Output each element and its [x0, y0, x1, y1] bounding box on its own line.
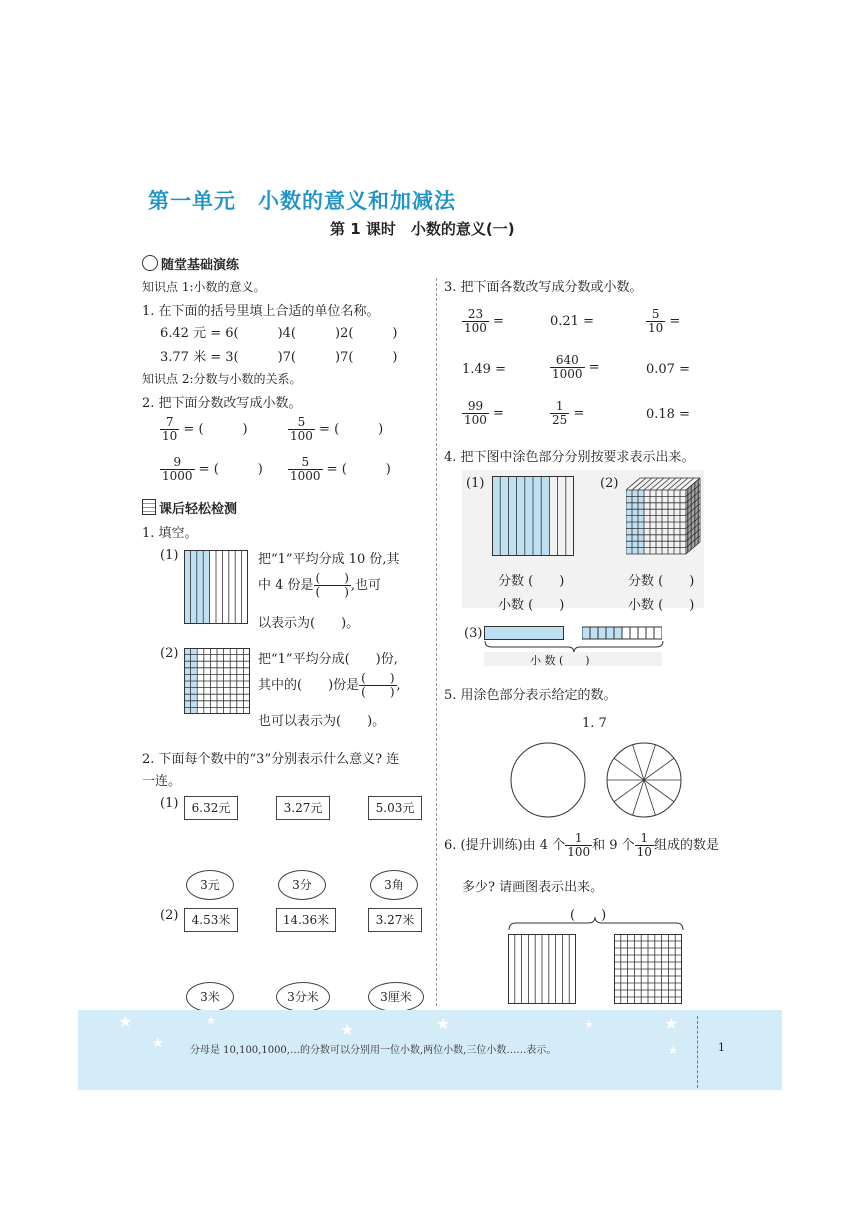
bar-shaded: [484, 626, 564, 640]
number-box[interactable]: 14.36米: [276, 908, 336, 932]
question-6: 6. (提升训练)由 4 个 $\frac{1}{100}$ 和 9 个 $\frac{1}{10}$ 组成的数是: [444, 831, 719, 859]
part-label: (2): [160, 646, 179, 661]
star-icon: ★: [584, 1018, 594, 1031]
unit-title: 第一单元 小数的意义和加减法: [148, 189, 456, 213]
number-box[interactable]: 6.32元: [184, 796, 238, 820]
star-icon: ★: [664, 1014, 679, 1033]
q3-item: $\frac{5}{10}$ =: [648, 307, 681, 335]
knowledge-point-1: 知识点 1:小数的意义。: [142, 280, 266, 294]
decimal-blank: 小数 ( ): [498, 598, 565, 613]
q1-line-a: 6.42 元 = 6( )4( )2( ): [160, 326, 398, 341]
q2-item: $\frac{5}{1000}$ = ( ): [290, 455, 391, 483]
calculator-icon: [142, 499, 156, 515]
hundred-grid: [614, 934, 682, 1004]
decimal-blank: 小 数 ( ): [530, 654, 590, 667]
link-question-2: 一连。: [142, 774, 182, 789]
question-1: 1. 在下面的括号里填上合适的单位名称。: [142, 304, 380, 319]
q1-line-b: 3.77 米 = 3( )7( )7( ): [160, 350, 398, 365]
star-icon: ★: [340, 1020, 355, 1039]
q3-item: 0.21 =: [550, 314, 594, 329]
star-icon: ★: [206, 1014, 216, 1027]
section-check: [142, 498, 237, 517]
q3-item: 0.07 =: [646, 362, 690, 377]
section-practice: [142, 254, 239, 273]
link-question: 2. 下面每个数中的“3”分别表示什么意义? 连: [142, 752, 400, 767]
part-label: (1): [160, 796, 179, 811]
question-2: 2. 把下面分数改写成小数。: [142, 396, 302, 411]
column-divider: [436, 278, 437, 1006]
meaning-oval[interactable]: 3元: [186, 870, 234, 900]
p1-line-c: 以表示为( )。: [258, 616, 360, 631]
p1-line-b: 中 4 份是 $\frac{( )}{( )}$ ,也可: [258, 571, 382, 599]
number-box[interactable]: 4.53米: [184, 908, 238, 932]
meaning-oval[interactable]: 3角: [370, 870, 418, 900]
brace: [508, 916, 684, 932]
question-4: 4. 把下图中涂色部分分别按要求表示出来。: [444, 450, 695, 465]
footer-divider: [697, 1016, 698, 1088]
q3-item: 1.49 =: [462, 362, 506, 377]
lesson-title: 第 1 课时 小数的意义(一): [330, 220, 515, 238]
section-title: 课后轻松检测: [159, 502, 238, 517]
strip-diagram: [492, 476, 574, 556]
film-icon: [142, 255, 158, 271]
star-icon: ★: [152, 1036, 164, 1051]
question-5: 5. 用涂色部分表示给定的数。: [444, 688, 617, 703]
fraction-blank: 分数 ( ): [498, 574, 565, 589]
strip-diagram: [508, 934, 576, 1004]
number-box[interactable]: 3.27米: [368, 908, 422, 932]
number-box[interactable]: 5.03元: [368, 796, 422, 820]
q3-item: $\frac{23}{100}$ =: [464, 307, 504, 335]
fill-title: 1. 填空。: [142, 526, 198, 541]
q3-item: $\frac{640}{1000}$ =: [552, 353, 600, 381]
knowledge-point-2: 知识点 2:分数与小数的关系。: [142, 372, 302, 386]
meaning-oval[interactable]: 3米: [186, 982, 234, 1012]
question-6-b: 多少? 请画图表示出来。: [462, 880, 604, 895]
star-icon: ★: [668, 1044, 678, 1057]
cube-diagram: [626, 476, 702, 556]
hundred-grid: [184, 648, 250, 714]
q2-item: $\frac{7}{10}$ = ( ): [162, 415, 248, 443]
page-number: 1: [718, 1041, 725, 1054]
p1-line-a: 把“1”平均分成 10 份,其: [258, 552, 400, 567]
p2-line-a: 把“1”平均分成( )份,: [258, 652, 398, 667]
fraction-blank: 分数 ( ): [628, 574, 695, 589]
p2-line-b: 其中的( )份是 $\frac{( )}{( )}$ ,: [258, 671, 401, 699]
footer-tip: 分母是 10,100,1000,…的分数可以分别用一位小数,两位小数,三位小数……表示。: [190, 1045, 557, 1056]
part-label: (1): [160, 548, 179, 563]
p2-line-c: 也可以表示为( )。: [258, 714, 386, 729]
q2-item: $\frac{9}{1000}$ = ( ): [162, 455, 263, 483]
section-title: 随堂基础演练: [161, 258, 240, 273]
q3-item: 0.18 =: [646, 407, 690, 422]
fig-label: (1): [466, 476, 485, 491]
star-icon: ★: [436, 1014, 451, 1033]
question-3: 3. 把下面各数改写成分数或小数。: [444, 280, 643, 295]
fig-label: (2): [600, 476, 619, 491]
star-icon: ★: [118, 1012, 133, 1031]
meaning-oval[interactable]: 3分米: [276, 982, 330, 1012]
meaning-oval[interactable]: 3分: [278, 870, 326, 900]
circles: [510, 740, 686, 820]
strip-diagram: [184, 550, 248, 624]
given-number: 1. 7: [582, 716, 607, 731]
number-box[interactable]: 3.27元: [276, 796, 330, 820]
fig-label: (3): [464, 626, 483, 641]
meaning-oval[interactable]: 3厘米: [368, 982, 424, 1012]
part-label: (2): [160, 908, 179, 923]
bar-segments: [582, 626, 662, 640]
answer-blank: ( ): [570, 908, 607, 923]
q2-item: $\frac{5}{100}$ = ( ): [290, 415, 384, 443]
decimal-blank: 小数 ( ): [628, 598, 695, 613]
q3-item: $\frac{1}{25}$ =: [552, 399, 585, 427]
q3-item: $\frac{99}{100}$ =: [464, 399, 504, 427]
